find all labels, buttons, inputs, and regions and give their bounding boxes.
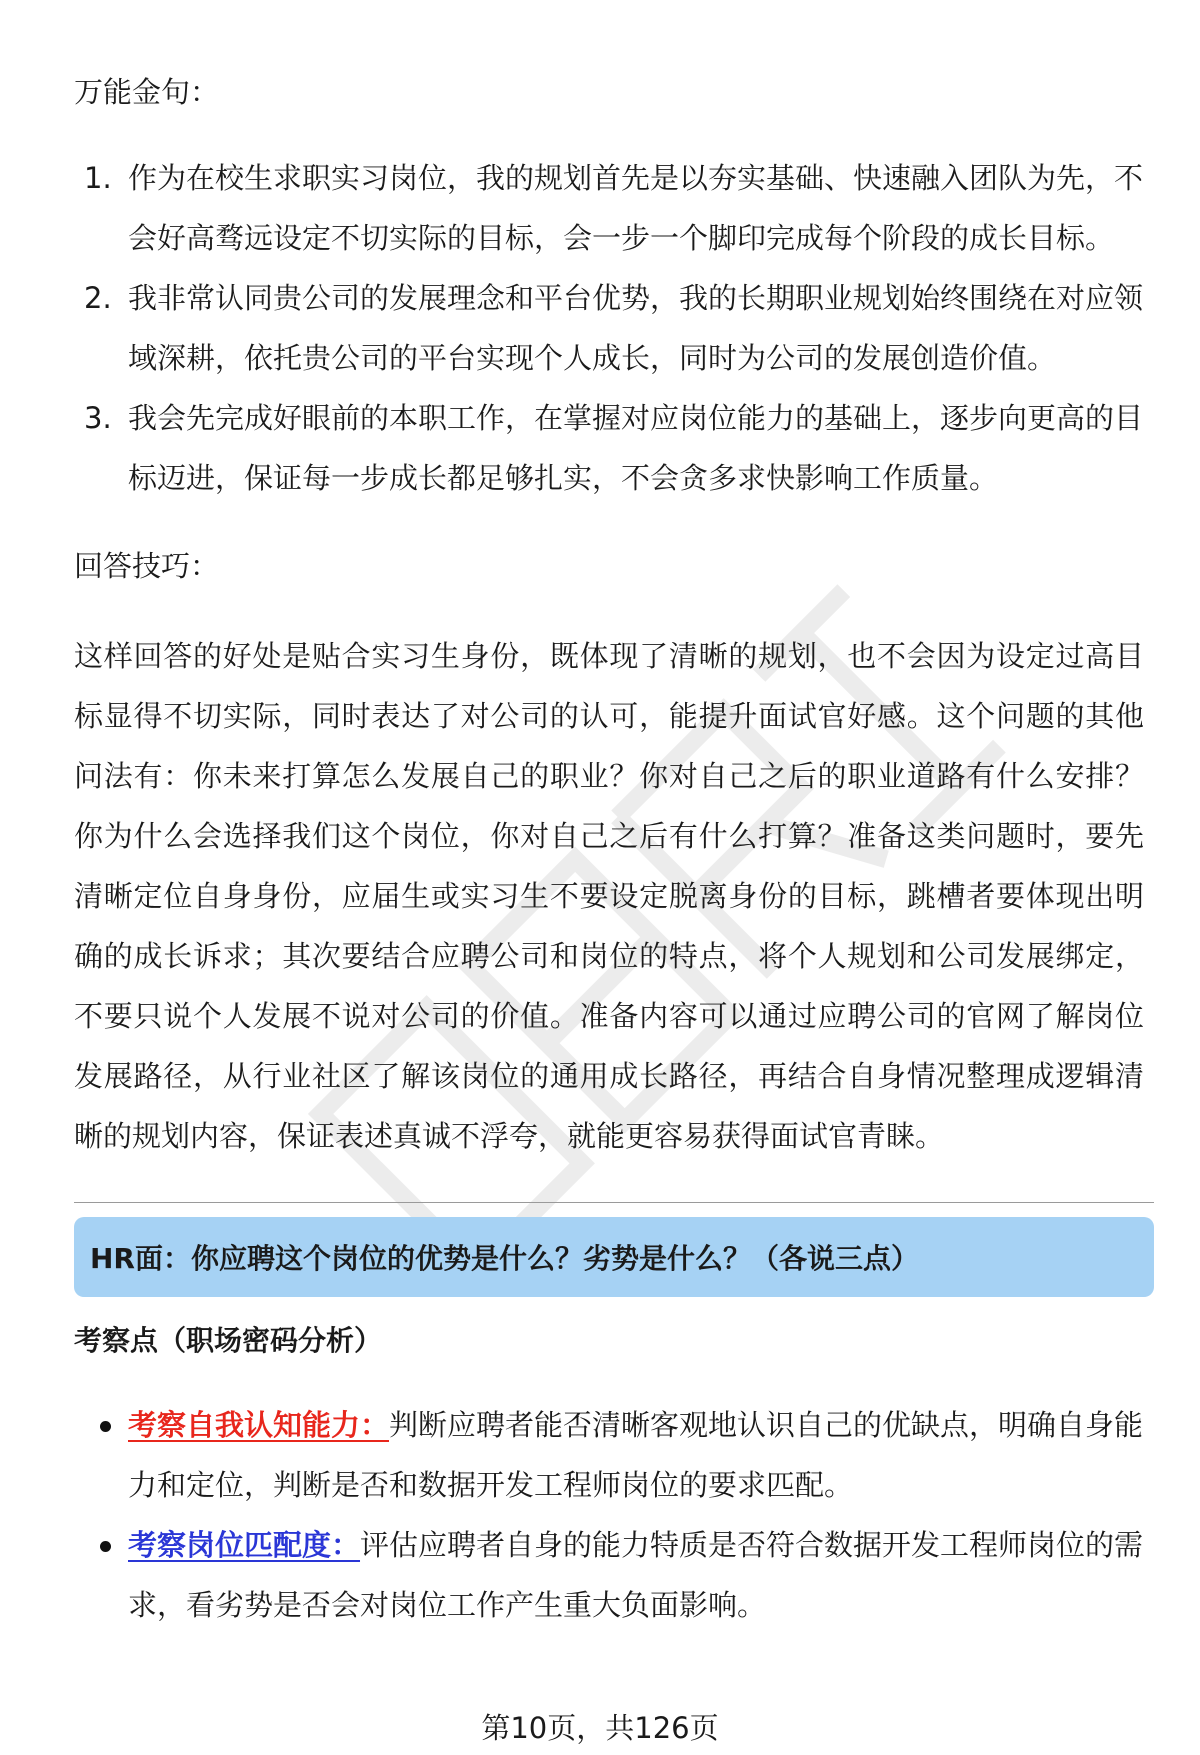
list-item [74,268,1144,388]
list-item [74,1395,1144,1515]
list-item [74,148,1144,268]
keyword-link: 考察自我认知能力： [128,1408,390,1442]
page-number: 第10页，共126页 [481,1711,719,1745]
list-number: 1. [84,161,112,195]
question-banner [74,1217,1154,1297]
list-item [74,388,1144,508]
exam-points-list [74,1395,1144,1635]
main-content [74,62,1144,1635]
list-number: 2. [84,281,112,315]
answer-tips-heading: 回答技巧： [74,549,220,583]
golden-sentences-heading: 万能金句： [74,75,220,109]
list-number: 3. [84,401,112,435]
exam-points-heading: 考察点（职场密码分析） [74,1324,383,1357]
section-divider [74,1202,1154,1203]
list-item-text: 判断应聘者能否清晰客观地认识自己的优缺点，明确自身能力和定位，判断是否和数据开发工程师岗位的要求匹配。 [128,1408,1144,1502]
golden-sentences-list [74,148,1144,508]
question-text: HR面：你应聘这个岗位的优势是什么？劣势是什么？（各说三点） [90,1242,919,1275]
list-item-text: 我非常认同贵公司的发展理念和平台优势，我的长期职业规划始终围绕在对应领域深耕，依托贵公司的平台实现个人成长，同时为公司的发展创造价值。 [128,281,1144,375]
answer-tips-paragraph: 这样回答的好处是贴合实习生身份，既体现了清晰的规划，也不会因为设定过高目标显得不切实际，同时表达了对公司的认可，能提升面试官好感。这个问题的其他问法有：你未来打算怎么发展自己的职业？你对自己之后的职业道路有什么安排？你为什么会选择我们这个岗位，你对自己之后有什么打算？准备这类问题时，要先清晰定位自身身份，应届生或实习生不要设定脱离身份的目标，跳槽者要体现出明确的成长诉求；其次要结合应聘公司和岗位的特点，将个人规划和公司发展绑定，不要只说个人发展不说对公司的价值。准备内容可以通过应聘公司的官网了解岗位发展路径，从行业社区了解该岗位的通用成长路径，再结合自身情况整理成逻辑清晰的规划内容，保证表述真诚不浮夸，就能更容易获得面试官青睐。 [74,639,1144,1153]
list-item-text: 我会先完成好眼前的本职工作，在掌握对应岗位能力的基础上，逐步向更高的目标迈进，保证每一步成长都足够扎实，不会贪多求快影响工作质量。 [128,401,1144,495]
bullet-icon [100,1421,111,1432]
list-item-text: 评估应聘者自身的能力特质是否符合数据开发工程师岗位的需求，看劣势是否会对岗位工作产生重大负面影响。 [128,1528,1144,1622]
bullet-icon [100,1541,111,1552]
list-item-text: 作为在校生求职实习岗位，我的规划首先是以夯实基础、快速融入团队为先，不会好高骛远设定不切实际的目标，会一步一个脚印完成每个阶段的成长目标。 [128,161,1144,255]
list-item [74,1515,1144,1635]
keyword-link: 考察岗位匹配度： [128,1528,361,1562]
